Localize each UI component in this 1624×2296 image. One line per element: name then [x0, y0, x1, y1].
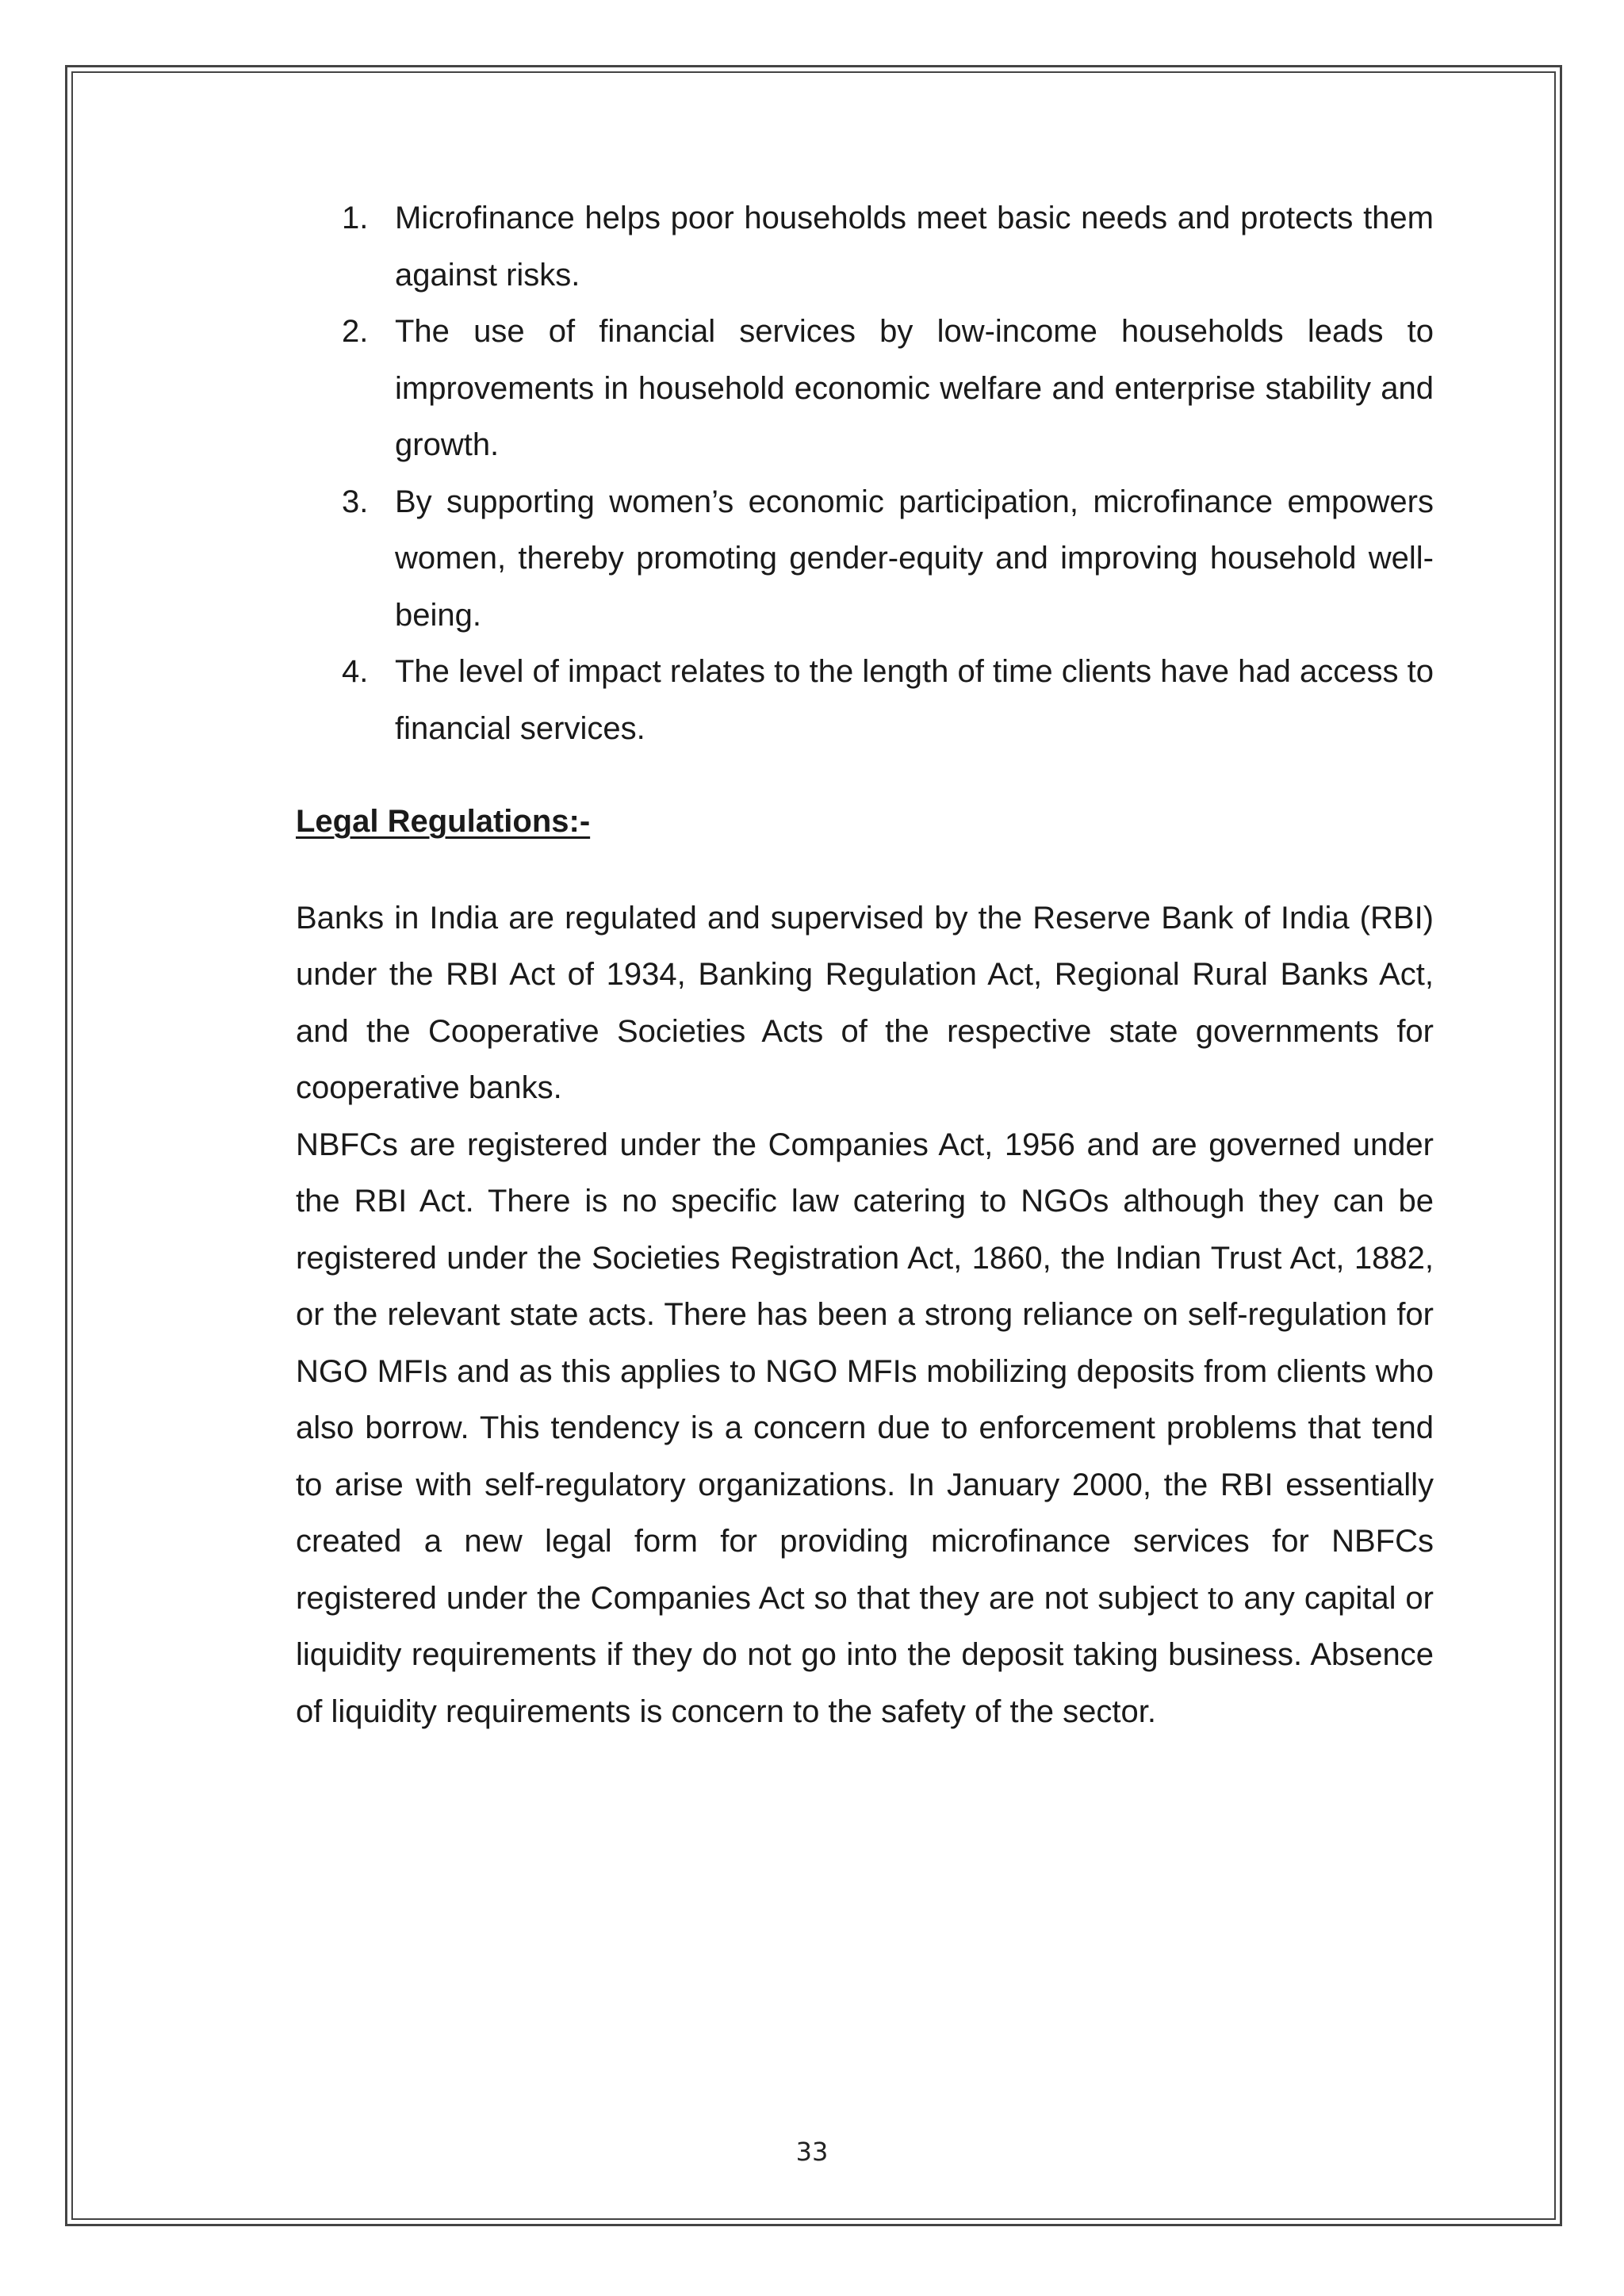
list-item-text: The level of impact relates to the length of time clients have had access to financial services. — [395, 654, 1434, 746]
list-item-number: 1. — [342, 201, 369, 235]
page-content — [296, 190, 1434, 1740]
list-item-number: 3. — [342, 484, 369, 519]
list-item — [296, 474, 1434, 645]
list-item — [296, 304, 1434, 474]
list-item-text: By supporting women’s economic participation, microfinance empowers women, thereby promoting gender-equity and improving household well-being. — [395, 484, 1434, 633]
list-item — [296, 190, 1434, 304]
paragraph-banks-regulation: Banks in India are regulated and supervised by the Reserve Bank of India (RBI) under the RBI Act of 1934, Banking Regulation Act, Regional Rural Banks Act, and the Cooperative Societies Acts of the respective state governments for cooperative banks. — [296, 900, 1434, 1105]
list-item-text: The use of financial services by low-income households leads to improvements in household economic welfare and enterprise stability and growth. — [395, 314, 1434, 462]
list-item-number: 4. — [342, 654, 369, 689]
impact-list — [296, 190, 1434, 757]
list-item-number: 2. — [342, 314, 369, 349]
page-number: 33 — [795, 2137, 829, 2167]
list-item-text: Microfinance helps poor households meet basic needs and protects them against risks. — [395, 201, 1434, 293]
section-heading-legal-regulations: Legal Regulations:- — [296, 804, 591, 839]
paragraph-nbfcs-regulation: NBFCs are registered under the Companies Act, 1956 and are governed under the RBI Act. There is no specific law catering to NGOs although they can be registered under the Societies Registration Act, 1860, the Indian Trust Act, 1882, or the relevant state acts. There has been a strong reliance on self-regulation for NGO MFIs and as this applies to NGO MFIs mobilizing deposits from clients who also borrow. This tendency is a concern due to enforcement problems that tend to arise with self-regulatory organizations. In January 2000, the RBI essentially created a new legal form for providing microfinance services for NBFCs registered under the Companies Act so that they are not subject to any capital or liquidity requirements if they do not go into the deposit taking business. Absence of liquidity requirements is concern to the safety of the sector. — [296, 1127, 1434, 1729]
list-item — [296, 644, 1434, 757]
